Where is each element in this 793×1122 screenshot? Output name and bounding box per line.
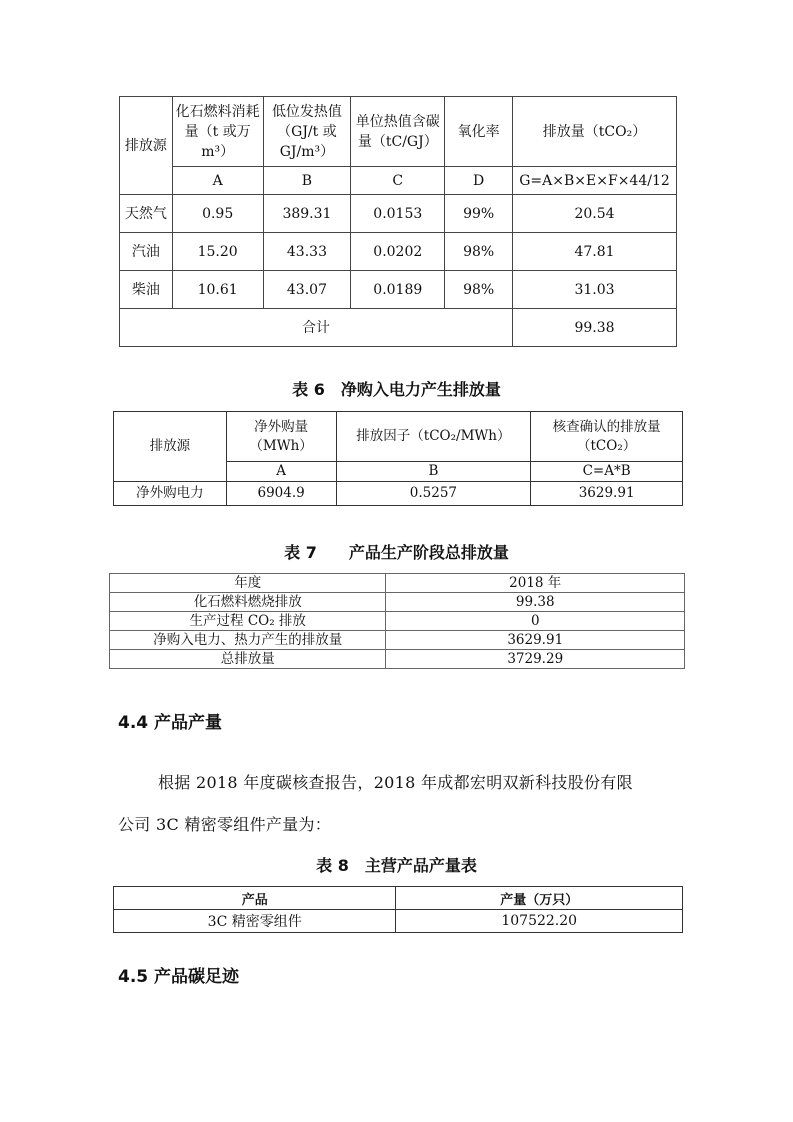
cell-value: 3729.29 [386,650,685,669]
symbol-c: C [351,167,445,195]
cell-emission: 31.03 [513,271,677,309]
symbol-c: C=A*B [531,462,683,482]
table7-caption: 表 7 产品生产阶段总排放量 [284,543,509,562]
total-value: 99.38 [513,309,677,347]
cell-purchased: 6904.9 [226,482,336,506]
paragraph-line-2: 公司 3C 精密零组件产量为： [118,815,332,834]
table8-caption: 表 8 主营产品产量表 [316,856,477,875]
cell-product: 3C 精密零组件 [114,910,396,933]
cell-factor: 0.5257 [336,482,531,506]
electricity-emission-table [113,411,683,506]
cell-ncv: 389.31 [263,195,351,233]
header-oxidation: 氧化率 [445,97,513,167]
header-consumption: 化石燃料消耗量（t 或万 m³） [172,97,263,167]
cell-oxidation: 98% [445,271,513,309]
cell-consumption: 10.61 [172,271,263,309]
fossil-fuel-emission-table [119,96,677,347]
header-ncv: 低位发热值（GJ/t 或 GJ/m³） [263,97,351,167]
cell-label: 总排放量 [110,650,386,669]
cell-oxidation: 98% [445,233,513,271]
header-carbon-content: 单位热值含碳量（tC/GJ） [351,97,445,167]
symbol-g: G=A×B×E×F×44/12 [513,167,677,195]
table-row [120,195,677,233]
cell-label: 净购入电力、热力产生的排放量 [110,631,386,650]
symbol-b: B [336,462,531,482]
header-source: 排放源 [114,412,227,482]
cell-source: 天然气 [120,195,173,233]
section-heading-4-4: 4.4 产品产量 [118,713,223,733]
symbol-b: B [263,167,351,195]
cell-verified: 3629.91 [531,482,683,506]
cell-value: 99.38 [386,593,685,612]
cell-label: 生产过程 CO₂ 排放 [110,612,386,631]
table-row [114,482,683,506]
cell-ncv: 43.33 [263,233,351,271]
total-row [120,309,677,347]
header-source: 排放源 [120,97,173,195]
cell-value: 2018 年 [386,574,685,593]
header-factor: 排放因子（tCO₂/MWh） [336,412,531,462]
table-row [110,593,685,612]
table-row [110,574,685,593]
table-row [120,233,677,271]
cell-carbon-content: 0.0202 [351,233,445,271]
header-output: 产量（万只） [396,887,683,910]
cell-consumption: 15.20 [172,233,263,271]
table-row [110,631,685,650]
section-heading-4-5: 4.5 产品碳足迹 [118,967,240,987]
cell-emission: 47.81 [513,233,677,271]
header-purchased: 净外购量（MWh） [226,412,336,462]
header-verified: 核查确认的排放量（tCO₂） [531,412,683,462]
product-output-table [113,886,683,933]
symbol-a: A [172,167,263,195]
header-product: 产品 [114,887,396,910]
total-emission-table [109,573,685,669]
cell-ncv: 43.07 [263,271,351,309]
cell-consumption: 0.95 [172,195,263,233]
cell-carbon-content: 0.0153 [351,195,445,233]
cell-carbon-content: 0.0189 [351,271,445,309]
table6-caption: 表 6 净购入电力产生排放量 [292,380,501,399]
paragraph-line-1: 根据 2018 年度碳核查报告，2018 年成都宏明双新科技股份有限 [158,773,633,792]
cell-label: 年度 [110,574,386,593]
cell-output: 107522.20 [396,910,683,933]
cell-source: 汽油 [120,233,173,271]
symbol-d: D [445,167,513,195]
cell-label: 化石燃料燃烧排放 [110,593,386,612]
cell-source: 柴油 [120,271,173,309]
cell-oxidation: 99% [445,195,513,233]
table-row [114,910,683,933]
total-label: 合计 [120,309,513,347]
table-row [120,271,677,309]
header-emission: 排放量（tCO₂） [513,97,677,167]
cell-value: 3629.91 [386,631,685,650]
cell-value: 0 [386,612,685,631]
symbol-a: A [226,462,336,482]
table-row [110,612,685,631]
table-row [110,650,685,669]
cell-source: 净外购电力 [114,482,227,506]
cell-emission: 20.54 [513,195,677,233]
